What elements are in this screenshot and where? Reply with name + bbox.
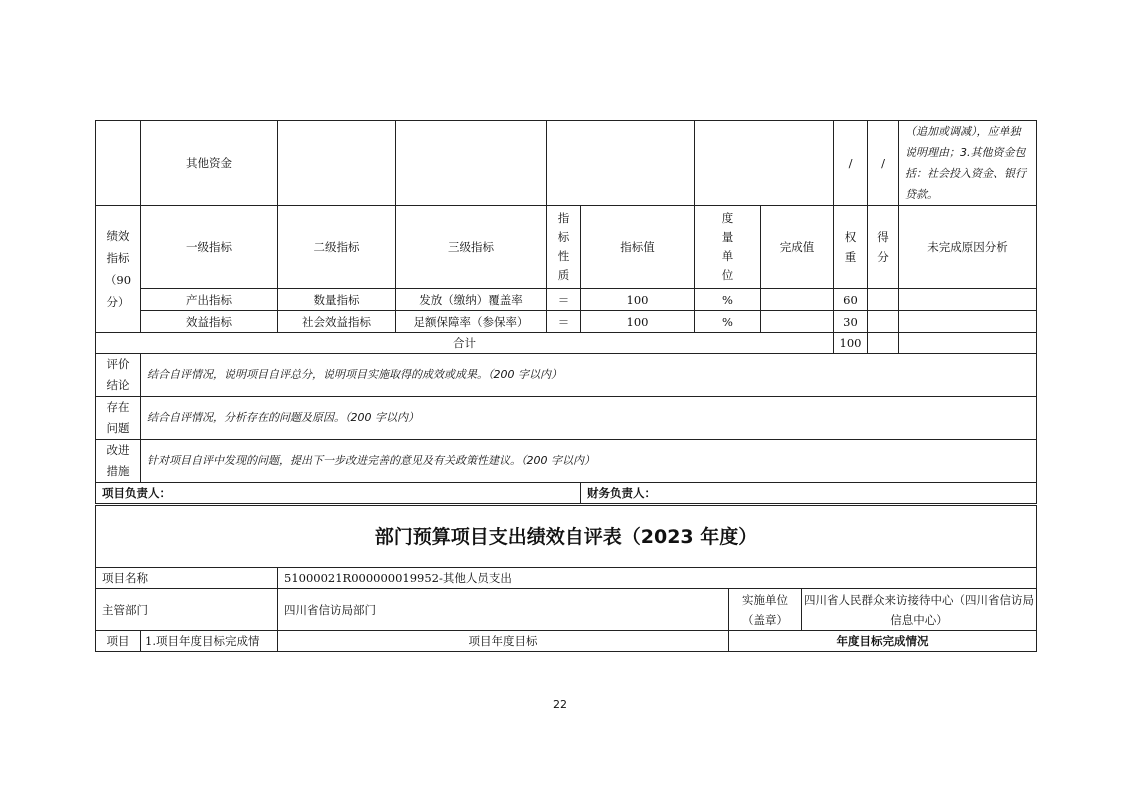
row-level2: 社会效益指标 (278, 311, 396, 333)
blank-cell (96, 121, 141, 206)
col-annual-target: 项目年度目标 (278, 631, 729, 652)
header-reason: 未完成原因分析 (899, 206, 1037, 289)
conclusion-text: 结合自评情况，说明项目自评总分，说明项目实施取得的成效或成果。（200 字以内） (141, 354, 1037, 397)
slash-cell: / (834, 121, 868, 206)
measures-text: 针对项目自评中发现的问题，提出下一步改进完善的意见及有关政策性建议。（200 字以内） (141, 440, 1037, 483)
col-target-completion: 1.项目年度目标完成情 (141, 631, 278, 652)
table-row (96, 289, 1037, 311)
project-lead: 项目负责人： (96, 483, 581, 504)
impl-unit-label (729, 589, 802, 631)
row-unit: % (695, 289, 761, 311)
header-score: 得分 (868, 206, 899, 289)
impl-unit-label-line1: 实施单位 (742, 592, 788, 607)
row-value: 100 (581, 289, 695, 311)
measures-label: 改进措施 (96, 440, 141, 483)
total-weight: 100 (834, 333, 868, 354)
row-weight: 60 (834, 289, 868, 311)
issues-text: 结合自评情况，分析存在的问题及原因。（200 字以内） (141, 397, 1037, 440)
row-completion (761, 289, 834, 311)
other-funds-note: （追加或调减），应单独说明理由；3.其他资金包括：社会投入资金、银行贷款。 (899, 121, 1037, 206)
perf-indicator-label: 绩效指标（90分） (96, 206, 141, 333)
dept-value: 四川省信访局部门 (278, 589, 729, 631)
dept-label: 主管部门 (96, 589, 278, 631)
header-unit: 度量单位 (695, 206, 761, 289)
header-level1: 一级指标 (141, 206, 278, 289)
row-score (868, 311, 899, 333)
row-level1: 效益指标 (141, 311, 278, 333)
total-label: 合计 (96, 333, 834, 354)
col-project: 项目 (96, 631, 141, 652)
project-name-label: 项目名称 (96, 568, 278, 589)
impl-unit-label-line2: （盖章） (742, 612, 788, 627)
row-level3: 发放（缴纳）覆盖率 (396, 289, 547, 311)
table-row (96, 311, 1037, 333)
conclusion-label: 评价结论 (96, 354, 141, 397)
row-reason (899, 311, 1037, 333)
header-completion: 完成值 (761, 206, 834, 289)
row-level3: 足额保障率（参保率） (396, 311, 547, 333)
row-nature: ＝ (547, 289, 581, 311)
header-weight: 权重 (834, 206, 868, 289)
issues-label: 存在问题 (96, 397, 141, 440)
row-reason (899, 289, 1037, 311)
other-funds-label: 其他资金 (141, 121, 278, 206)
project-name-value: 51000021R000000019952-其他人员支出 (278, 568, 1037, 589)
performance-table (95, 120, 1037, 504)
finance-lead: 财务负责人： (581, 483, 1037, 504)
header-level3: 三级指标 (396, 206, 547, 289)
self-evaluation-table (95, 505, 1037, 652)
impl-unit-value: 四川省人民群众来访接待中心（四川省信访局信息中心） (802, 589, 1037, 631)
header-value: 指标值 (581, 206, 695, 289)
header-level2: 二级指标 (278, 206, 396, 289)
row-value: 100 (581, 311, 695, 333)
row-score (868, 289, 899, 311)
row-completion (761, 311, 834, 333)
row-level1: 产出指标 (141, 289, 278, 311)
row-nature: ＝ (547, 311, 581, 333)
row-weight: 30 (834, 311, 868, 333)
row-unit: % (695, 311, 761, 333)
row-level2: 数量指标 (278, 289, 396, 311)
page-title: 部门预算项目支出绩效自评表（2023 年度） (96, 506, 1037, 568)
col-annual-completion: 年度目标完成情况 (729, 631, 1037, 652)
page-number: 22 (553, 698, 567, 711)
slash-cell: / (868, 121, 899, 206)
header-nature: 指标性质 (547, 206, 581, 289)
